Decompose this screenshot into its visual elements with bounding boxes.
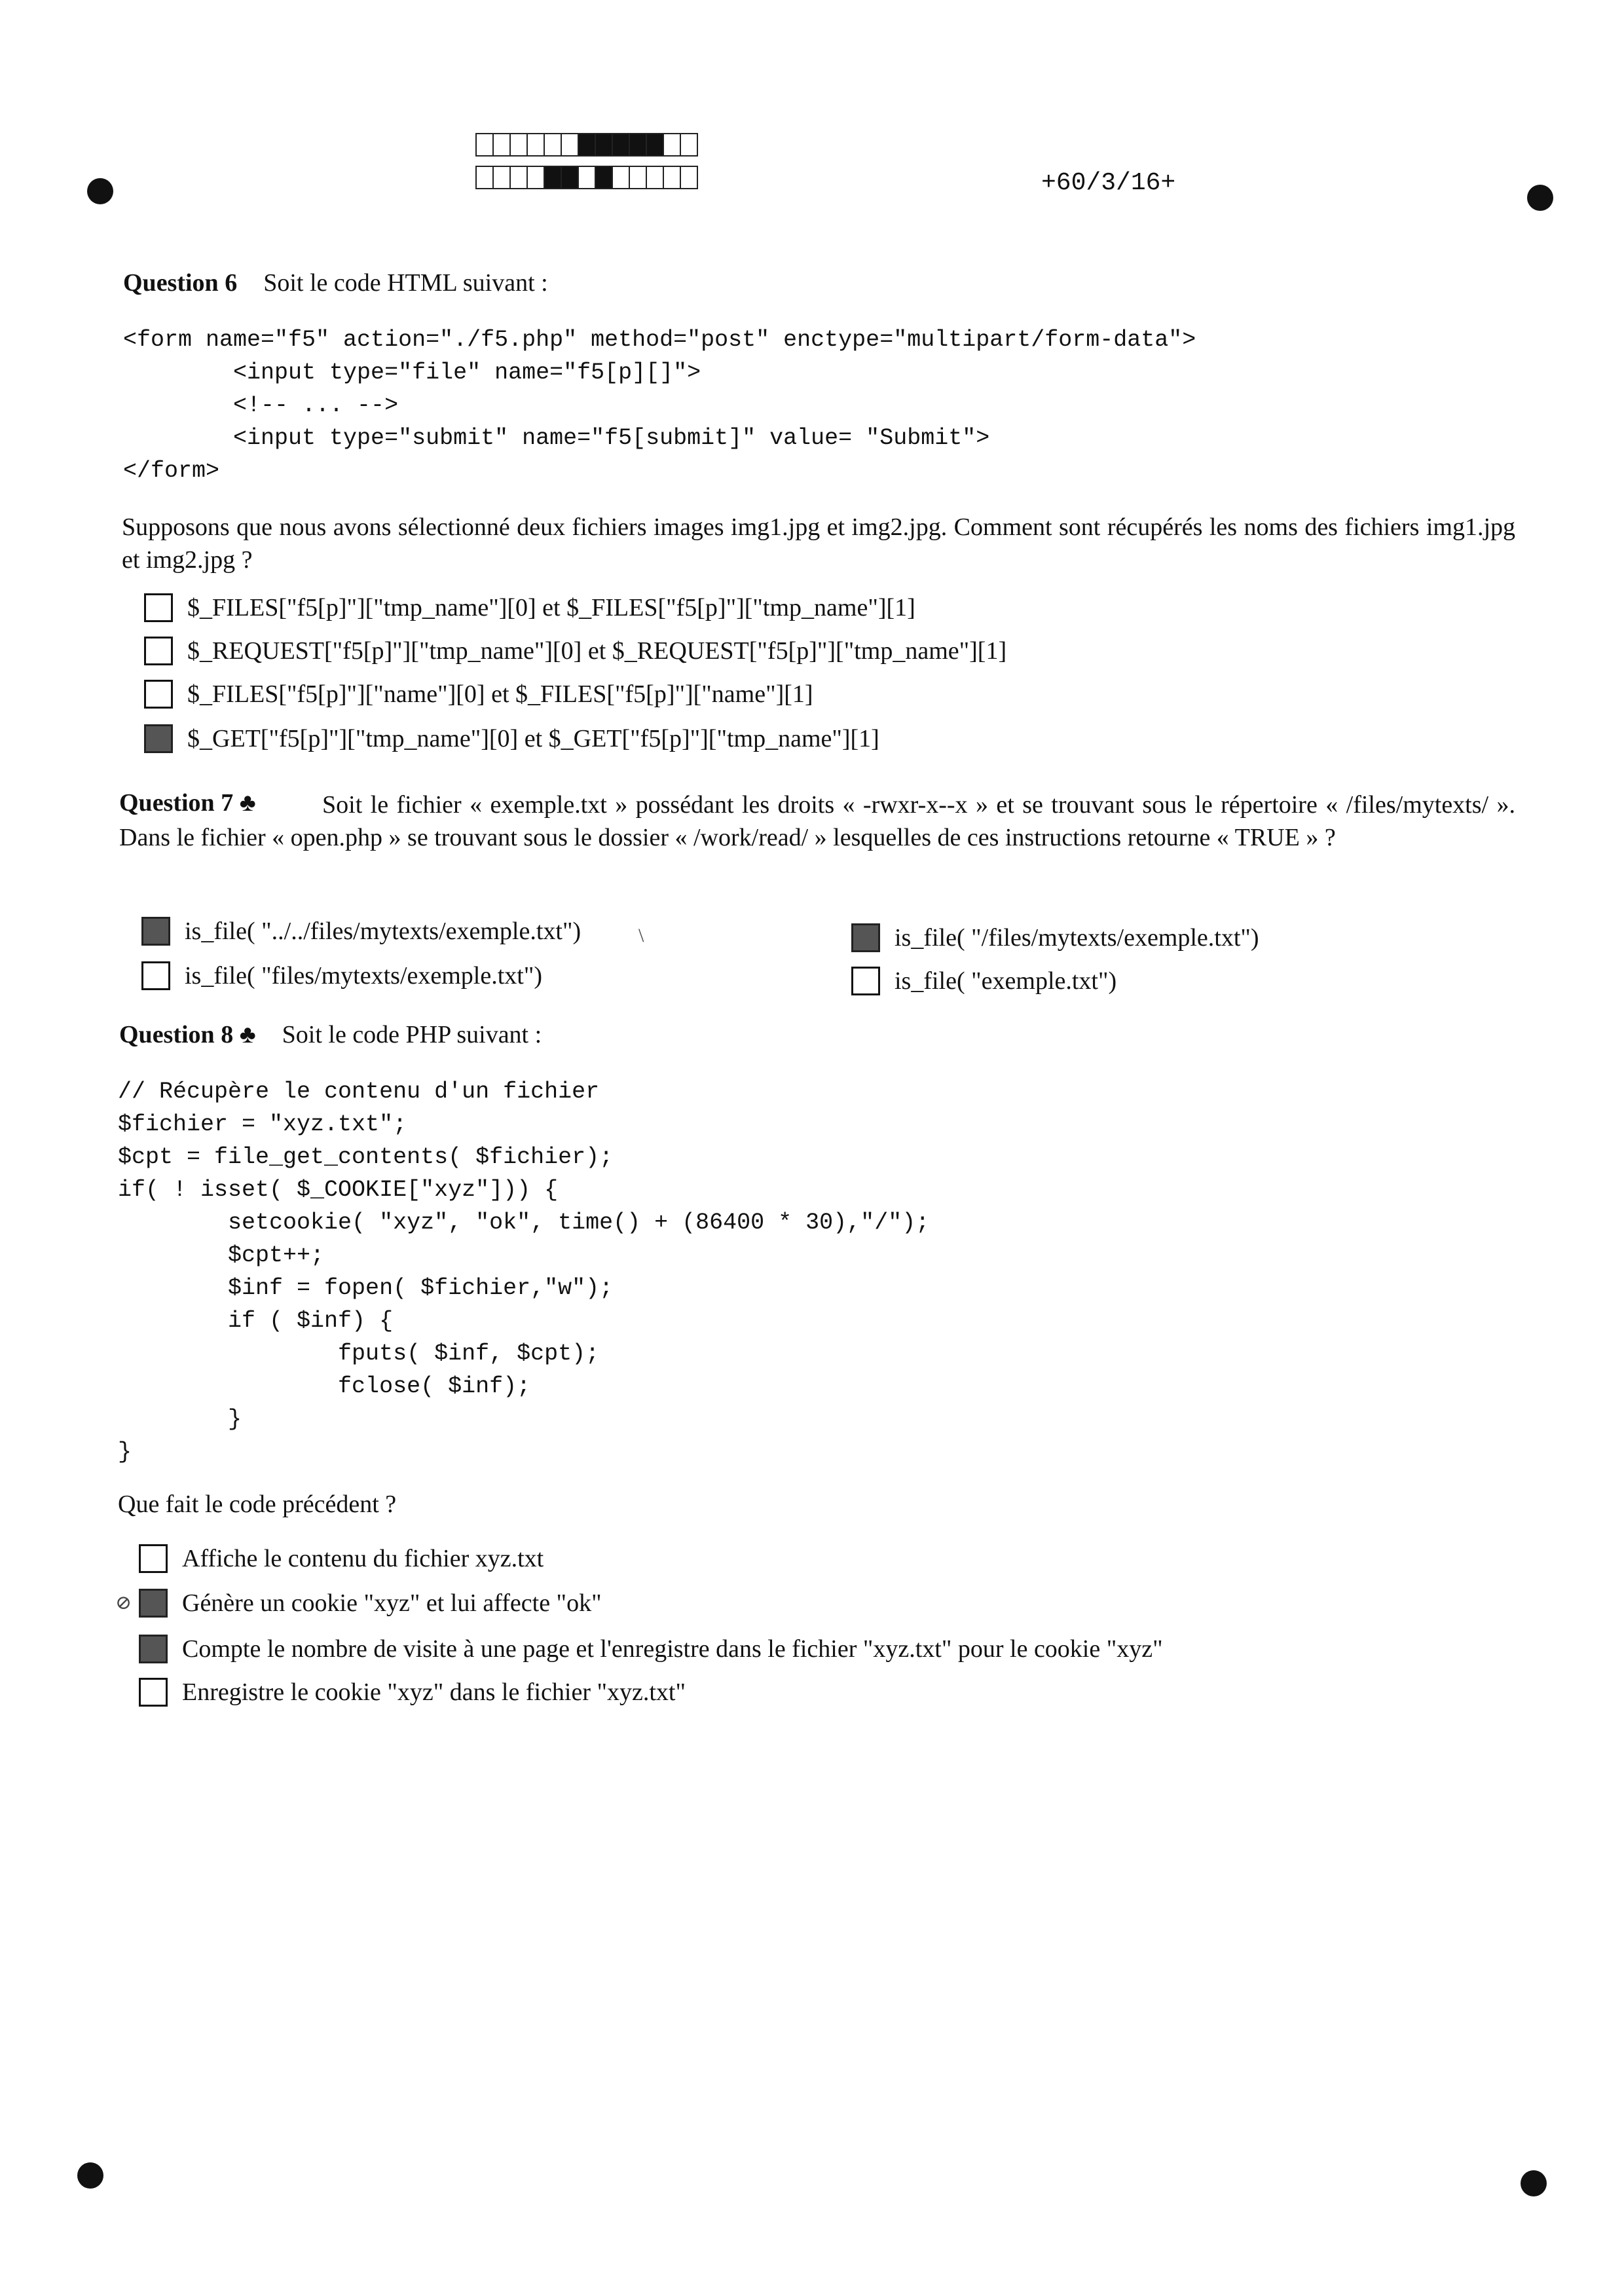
option-text: Compte le nombre de visite à une page et l'enregistre dans le fichier "xyz.txt" pour le cookie "xyz": [182, 1635, 1163, 1663]
q7-option-4[interactable]: [851, 967, 1116, 995]
barcode-cell: [612, 166, 630, 189]
q8-option-1[interactable]: [139, 1544, 544, 1573]
q8-option-2[interactable]: [139, 1589, 602, 1618]
code-line: <input type="file" name="f5[p][]">: [123, 360, 701, 386]
barcode-cell: [680, 133, 698, 157]
q8-option-4[interactable]: [139, 1678, 686, 1707]
q8-label: Question 8: [119, 1021, 234, 1048]
q6-code-block: [123, 324, 1196, 487]
code-line: }: [118, 1439, 132, 1465]
barcode-cell: [646, 166, 664, 189]
barcode-row-2: [475, 166, 697, 189]
q7-option-2[interactable]: [851, 923, 1259, 952]
q6-label: Question 6: [123, 269, 238, 297]
q6-option-4[interactable]: [144, 724, 879, 753]
option-text: is_file( "files/mytexts/exemple.txt"): [185, 962, 543, 990]
code-line: $cpt++;: [118, 1242, 325, 1268]
code-line: $inf = fopen( $fichier,"w");: [118, 1275, 614, 1301]
option-text: $_FILES["f5[p]"]["name"][0] et $_FILES["f5[p]"]["name"][1]: [187, 680, 813, 708]
code-line: </form>: [123, 458, 220, 484]
option-text: Enregistre le cookie "xyz" dans le fichier "xyz.txt": [182, 1678, 686, 1706]
code-line: $cpt = file_get_contents( $fichier);: [118, 1144, 614, 1170]
q8-code-block: [118, 1075, 929, 1468]
club-icon: ♣: [239, 1021, 256, 1048]
checkbox[interactable]: [144, 724, 173, 753]
code-line: if ( $inf) {: [118, 1308, 394, 1334]
option-text: Génère un cookie "xyz" et lui affecte "ok": [182, 1589, 602, 1617]
code-line: $fichier = "xyz.txt";: [118, 1111, 407, 1138]
code-line: <input type="submit" name="f5[submit]" value= "Submit">: [123, 425, 990, 451]
code-line: <form name="f5" action="./f5.php" method="post" enctype="multipart/form-data">: [123, 327, 1196, 353]
checkbox[interactable]: [139, 1635, 168, 1663]
q7-question: Soit le fichier « exemple.txt » possédant les droits « -rwxr-x--x » et se trouvant sous le répertoire « /files/mytexts/ ». Dans le fichier « open.php » se trouvant sous le dossier « /work/read/ » lesquelles de ces instructions retourne « TRUE » ?: [119, 791, 1515, 851]
checkbox[interactable]: [144, 637, 173, 665]
barcode-cell: [475, 133, 494, 157]
barcode-cell: [612, 133, 630, 157]
barcode-cell: [663, 166, 681, 189]
barcode-row-1: [475, 133, 697, 157]
q6-intro: Soit le code HTML suivant :: [263, 269, 548, 297]
page-id: +60/3/16+: [1041, 169, 1176, 197]
barcode-cell: [526, 166, 545, 189]
barcode-cell: [680, 166, 698, 189]
checkbox[interactable]: [851, 923, 880, 952]
checkbox[interactable]: [141, 961, 170, 990]
barcode-cell: [561, 166, 579, 189]
code-line: <!-- ... -->: [123, 392, 399, 418]
q8-question: Que fait le code précédent ?: [118, 1491, 397, 1518]
checkbox[interactable]: [144, 680, 173, 709]
code-line: setcookie( "xyz", "ok", time() + (86400 * 30),"/");: [118, 1210, 930, 1236]
barcode-cell: [646, 133, 664, 157]
code-line: // Récupère le contenu d'un fichier: [118, 1079, 600, 1105]
option-text: Affiche le contenu du fichier xyz.txt: [182, 1545, 544, 1572]
club-icon: ♣: [239, 789, 256, 817]
registration-dot-bottom-left: [77, 2162, 103, 2189]
barcode-cell: [578, 166, 596, 189]
barcode-cell: [544, 166, 562, 189]
checkbox[interactable]: [851, 967, 880, 995]
barcode-cell: [492, 166, 511, 189]
barcode-cell: [526, 133, 545, 157]
barcode-cell: [509, 166, 528, 189]
q8-title: [119, 1020, 542, 1049]
barcode-cell: [492, 133, 511, 157]
checkbox[interactable]: [139, 1589, 168, 1618]
pen-mark: ⊘: [115, 1592, 132, 1614]
q6-option-2[interactable]: [144, 637, 1006, 665]
barcode-cell: [544, 133, 562, 157]
barcode-cell: [561, 133, 579, 157]
q6-option-1[interactable]: [144, 593, 915, 622]
option-text: $_FILES["f5[p]"]["tmp_name"][0] et $_FILES["f5[p]"]["tmp_name"][1]: [187, 594, 915, 621]
option-text: $_REQUEST["f5[p]"]["tmp_name"][0] et $_REQUEST["f5[p]"]["tmp_name"][1]: [187, 637, 1007, 665]
code-line: if( ! isset( $_COOKIE["xyz"])) {: [118, 1177, 559, 1203]
q7-option-3[interactable]: [141, 961, 542, 990]
q6-title: [123, 268, 548, 297]
q6-question: Supposons que nous avons sélectionné deux fichiers images img1.jpg et img2.jpg. Comment sont récupérés les noms des fichiers img1.jpg et img2.jpg ?: [122, 513, 1515, 574]
barcode-cell: [475, 166, 494, 189]
barcode-cell: [578, 133, 596, 157]
q7-label: Question 7: [119, 789, 234, 817]
checkbox[interactable]: [139, 1678, 168, 1707]
option-text: is_file( "../../files/mytexts/exemple.txt"): [185, 917, 581, 945]
barcode-cell: [509, 133, 528, 157]
registration-dot-top-left: [87, 178, 113, 204]
option-text: is_file( "exemple.txt"): [895, 967, 1117, 995]
code-line: }: [118, 1406, 242, 1432]
code-line: fputs( $inf, $cpt);: [118, 1341, 600, 1367]
registration-dot-bottom-right: [1521, 2170, 1547, 2196]
barcode-cell: [629, 133, 647, 157]
checkbox[interactable]: [144, 593, 173, 622]
q8-intro: Soit le code PHP suivant :: [282, 1021, 542, 1048]
option-text: is_file( "/files/mytexts/exemple.txt"): [895, 924, 1259, 952]
barcode-cell: [629, 166, 647, 189]
barcode-cell: [663, 133, 681, 157]
code-line: fclose( $inf);: [118, 1373, 531, 1399]
pen-mark: \: [638, 925, 644, 946]
q6-option-3[interactable]: [144, 680, 813, 709]
q7-option-1[interactable]: [141, 917, 581, 946]
checkbox[interactable]: [139, 1544, 168, 1573]
option-text: $_GET["f5[p]"]["tmp_name"][0] et $_GET["f5[p]"]["tmp_name"][1]: [187, 725, 879, 752]
q8-option-3[interactable]: [139, 1635, 1163, 1663]
barcode-cell: [595, 133, 613, 157]
checkbox[interactable]: [141, 917, 170, 946]
barcode-cell: [595, 166, 613, 189]
registration-dot-top-right: [1527, 185, 1553, 211]
